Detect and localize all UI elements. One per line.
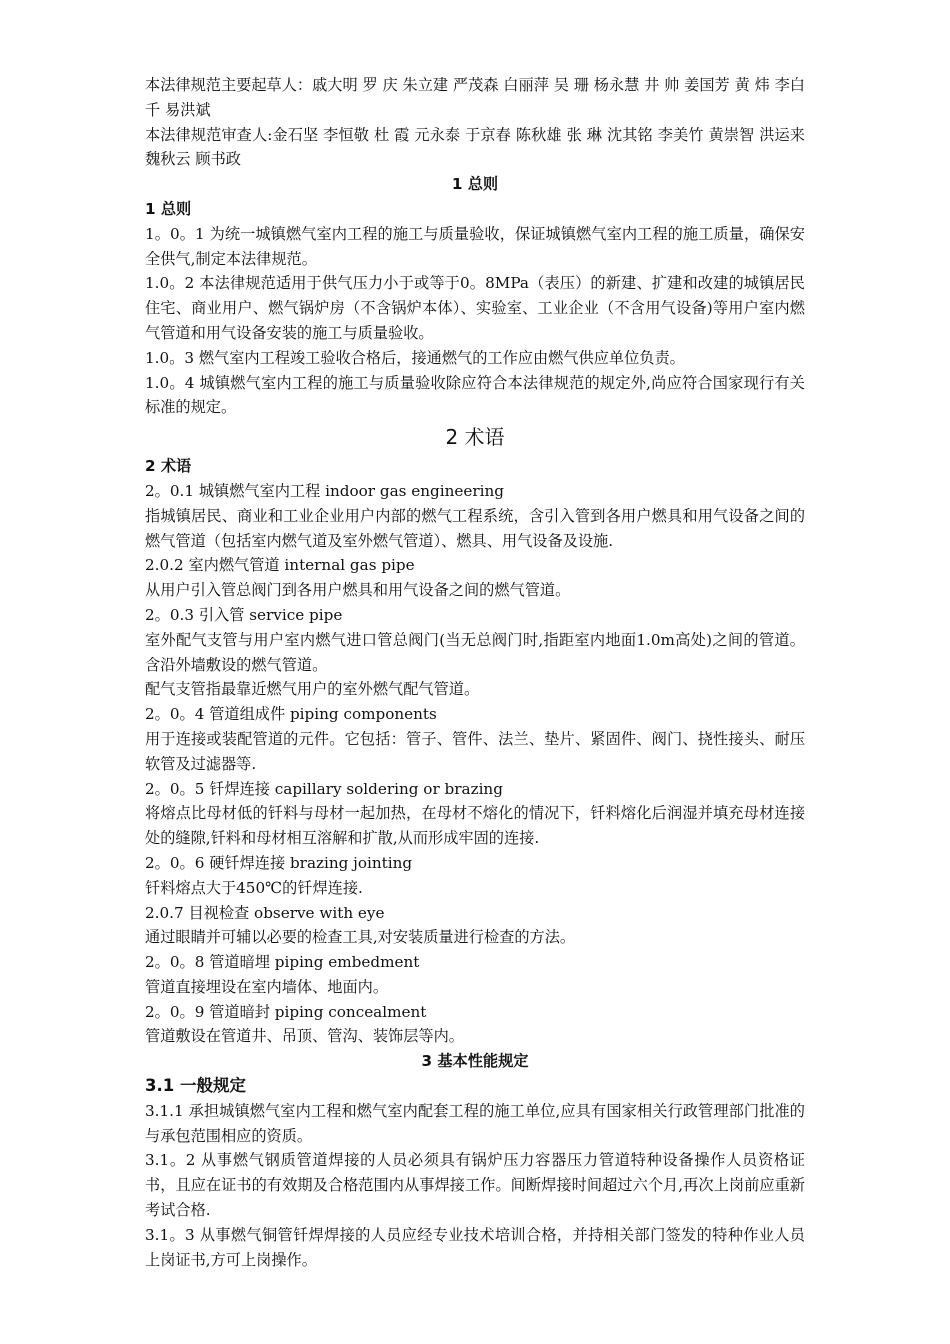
- reviewers-paragraph: 本法律规范审查人:金石坚 李恒敬 杜 霞 元永泰 于京春 陈秋雄 张 琳 沈其铭 李美竹 黄崇智 洪运来 魏秋云 顾书政: [145, 125, 805, 169]
- section-2-center-heading: 2 术语: [445, 425, 505, 450]
- drafters-paragraph: 本法律规范主要起草人：戚大明 罗 庆 朱立建 严茂森 白丽萍 吴 珊 杨永慧 井 帅 姜国芳 黄 炜 李白千 易洪斌: [145, 76, 805, 119]
- term-2-0-7-definition: 通过眼睛并可辅以必要的检查工具,对安装质量进行检查的方法。: [145, 928, 576, 947]
- term-2-0-8-definition: 管道直接埋设在室内墙体、地面内。: [145, 977, 388, 996]
- document-page: [145, 73, 805, 1272]
- term-2-0-9-definition: 管道敷设在管道井、吊顶、管沟、装饰层等内。: [145, 1027, 464, 1046]
- term-2-0-1: 2。0.1 城镇燃气室内工程 indoor gas engineering: [145, 481, 505, 500]
- clause-1-0-3: 1.0。3 燃气室内工程竣工验收合格后，接通燃气的工作应由燃气供应单位负责。: [145, 348, 685, 367]
- clause-1-0-2: 1.0。2 本法律规范适用于供气压力小于或等于0。8MPa（表压）的新建、扩建和改建的城镇居民住宅、商业用户、燃气锅炉房（不含锅炉本体）、实验室、工业企业（不含用气设备)等用户室内燃气管道和用气设备安装的施工与质量验收。: [145, 274, 805, 342]
- section-2-heading: 2 术语: [145, 457, 192, 476]
- clause-3-1-1: 3.1.1 承担城镇燃气室内工程和燃气室内配套工程的施工单位,应具有国家相关行政管理部门批准的与承包范围相应的资质。: [145, 1101, 805, 1145]
- term-2-0-9: 2。0。9 管道暗封 piping concealment: [145, 1002, 427, 1021]
- term-2-0-2-definition: 从用户引入管总阀门到各用户燃具和用气设备之间的燃气管道。: [145, 581, 571, 600]
- term-2-0-3-definition: 室外配气支管与用户室内燃气进口管总阀门(当无总阀门时,指距室内地面1.0m高处)之间的管道。含沿外墙敷设的燃气管道。: [145, 630, 805, 674]
- clause-1-0-1: 1。0。1 为统一城镇燃气室内工程的施工与质量验收，保证城镇燃气室内工程的施工质量，确保安全供气,制定本法律规范。: [145, 224, 805, 268]
- term-2-0-5: 2。0。5 钎焊连接 capillary soldering or brazing: [145, 779, 503, 798]
- term-2-0-6: 2。0。6 硬钎焊连接 brazing jointing: [145, 853, 413, 872]
- section-3-center-heading: 3 基本性能规定: [421, 1052, 529, 1071]
- term-2-0-1-definition: 指城镇居民、商业和工业企业用户内部的燃气工程系统，含引入管到各用户燃具和用气设备之间的燃气管道（包括室内燃气道及室外燃气管道）、燃具、用气设备及设施.: [145, 506, 805, 550]
- section-1-center-heading: 1 总则: [451, 175, 499, 194]
- term-2-0-4: 2。0。4 管道组成件 piping components: [145, 705, 437, 724]
- term-2-0-5-definition: 将熔点比母材低的钎料与母材一起加热，在母材不熔化的情况下，钎料熔化后润湿并填充母材连接处的缝隙,钎料和母材相互溶解和扩散,从而形成牢固的连接.: [145, 804, 805, 848]
- term-2-0-3-note: 配气支管指最靠近燃气用户的室外燃气配气管道。: [145, 680, 480, 699]
- term-2-0-2: 2.0.2 室内燃气管道 internal gas pipe: [145, 556, 415, 575]
- term-2-0-6-definition: 钎料熔点大于450℃的钎焊连接.: [145, 878, 363, 897]
- clause-3-1-2: 3.1。2 从事燃气钢质管道焊接的人员必须具有锅炉压力容器压力管道特种设备操作人员资格证书，且应在证书的有效期及合格范围内从事焊接工作。间断焊接时间超过六个月,再次上岗前应重新考试合格.: [145, 1151, 805, 1220]
- term-2-0-4-definition: 用于连接或装配管道的元件。它包括：管子、管件、法兰、垫片、紧固件、阀门、挠性接头、耐压软管及过滤器等.: [145, 729, 805, 773]
- section-3-1-heading: 3.1 一般规定: [145, 1076, 246, 1096]
- term-2-0-7: 2.0.7 目视检查 observe with eye: [145, 903, 385, 922]
- clause-3-1-3: 3.1。3 从事燃气铜管钎焊焊接的人员应经专业技术培训合格，并持相关部门签发的特种作业人员上岗证书,方可上岗操作。: [145, 1225, 805, 1269]
- term-2-0-8: 2。0。8 管道暗埋 piping embedment: [145, 953, 420, 972]
- term-2-0-3: 2。0.3 引入管 service pipe: [145, 605, 343, 624]
- section-1-heading: 1 总则: [145, 199, 192, 218]
- clause-1-0-4: 1.0。4 城镇燃气室内工程的施工与质量验收除应符合本法律规范的规定外,尚应符合国家现行有关标准的规定。: [145, 373, 805, 417]
